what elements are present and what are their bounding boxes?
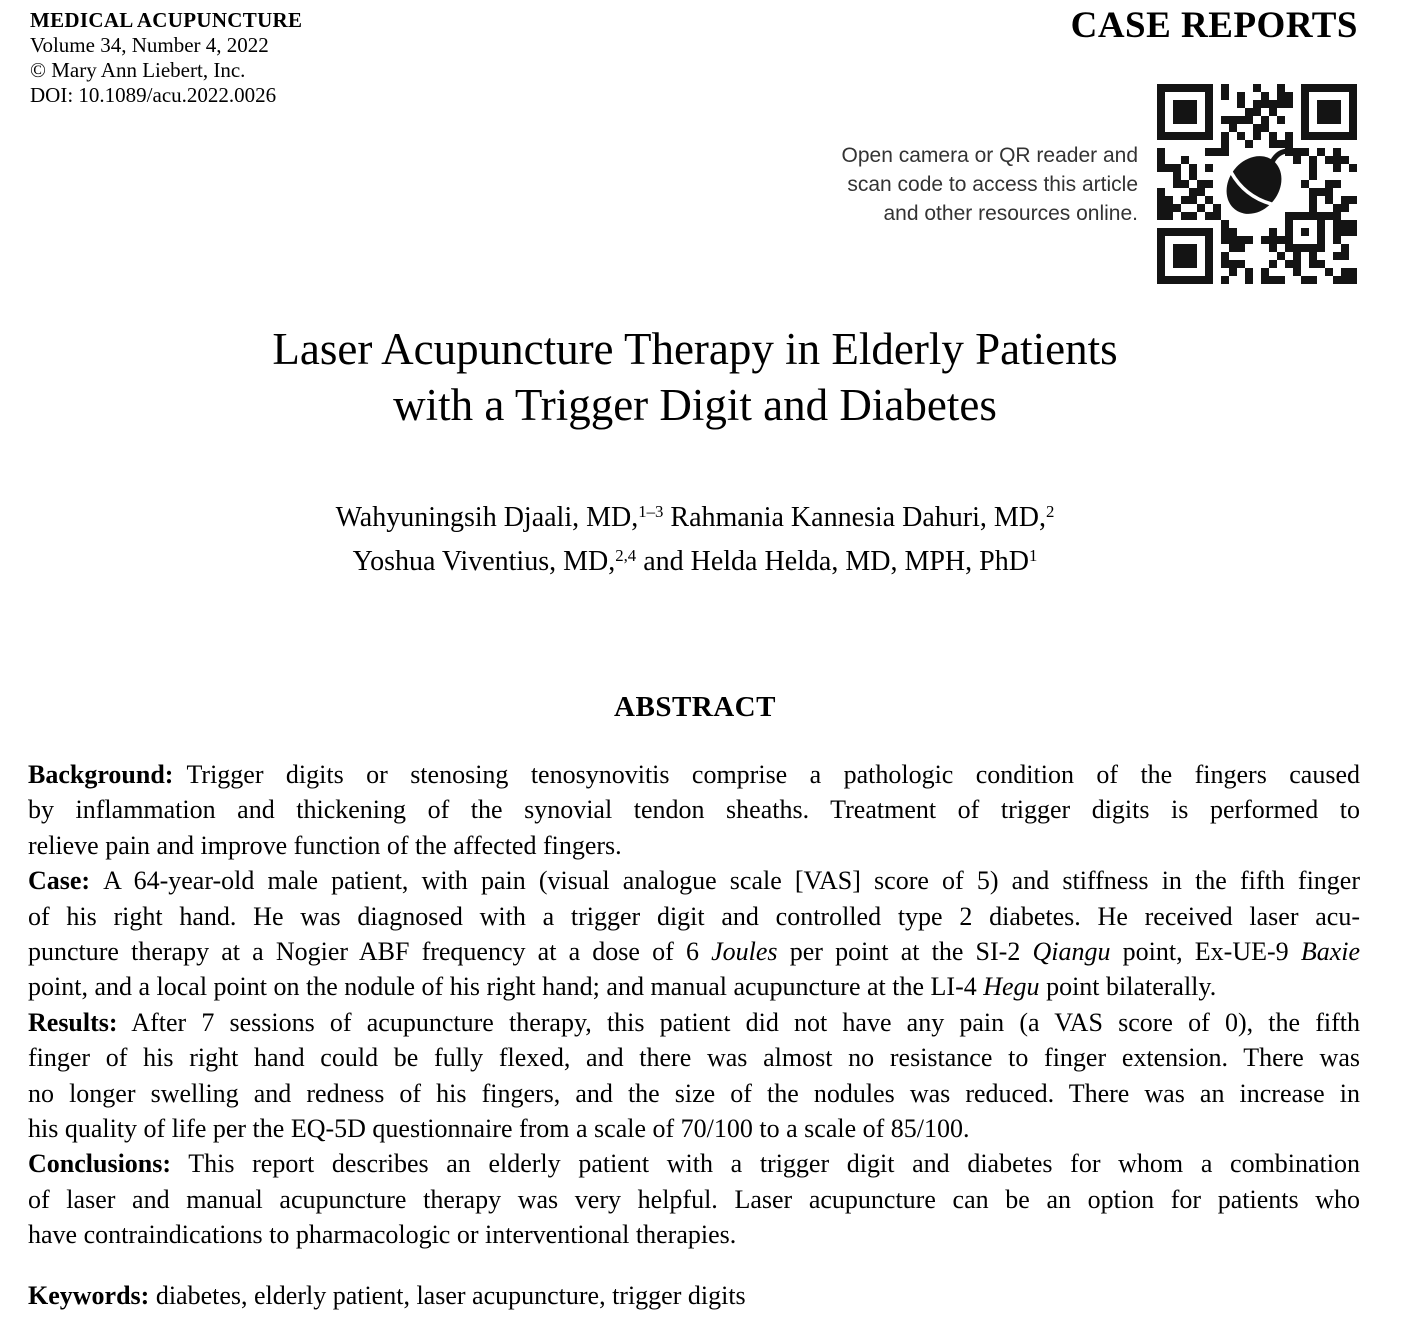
author-line [0,541,1390,585]
text-run: Keywords: [28,1280,150,1310]
text-line [28,1111,1360,1146]
journal-name: MEDICAL ACUPUNCTURE [30,8,303,32]
text-run: no longer swelling and redness of his fingers, and the size of the nodules was reduced. There was an increase in [28,1078,1360,1108]
text-run: Background: [28,760,174,789]
text-line [28,1005,1360,1040]
text-run: of laser and manual acupuncture therapy was very helpful. Laser acupuncture can be an option for patients who [28,1184,1360,1214]
title-line: Laser Acupuncture Therapy in Elderly Patients [272,324,1118,374]
title-line: with a Trigger Digit and Diabetes [393,380,997,430]
text-run: of his right hand. He was diagnosed with a trigger digit and controlled type 2 diabetes. He received laser acu- [28,901,1360,931]
text-run: puncture therapy at a Nogier ABF frequency at a dose of 6 [28,937,712,967]
text-line [28,969,1360,1004]
affiliation-superscript: 2 [1045,501,1055,521]
keywords-line [28,1278,1360,1313]
text-run: After 7 sessions of acupuncture therapy, this patient did not have any pain (a VAS score of 0), the fifth [117,1007,1360,1037]
text-run: A 64-year-old male patient, with pain (visual analogue scale [VAS] score of 5) and stiffness in the fifth finger [90,866,1360,896]
text-line [28,792,1360,827]
text-run: and Helda Helda, MD, MPH, PhD [636,546,1029,577]
affiliation-superscript: 1 [1028,545,1038,565]
abstract-paragraph [28,863,1360,1005]
text-line [28,828,1360,863]
abstract-paragraph [28,757,1360,863]
text-run: Baxie [1300,937,1360,967]
text-run: This report describes an elderly patient with a trigger digit and diabetes for whom a combination [171,1149,1360,1179]
abstract-heading: ABSTRACT [614,691,776,723]
text-line [28,1076,1360,1111]
abstract-paragraph [28,1146,1360,1252]
text-run: point bilaterally. [1039,972,1217,1002]
text-run: Results: [28,1007,118,1037]
text-line [28,1182,1360,1217]
journal-header [30,8,302,108]
text-run: diabetes, elderly patient, laser acupuncture, trigger digits [149,1280,746,1310]
text-run: Wahyuningsih Djaali, MD, [335,502,639,533]
text-run: Joules [711,937,778,967]
qr-caption-line: and other resources online. [883,202,1138,225]
abstract-body [28,757,1360,1313]
text-run: finger of his right hand could be fully flexed, and there was almost no resistance to finger extension. There was [28,1043,1360,1073]
text-run: Conclusions: [28,1149,172,1179]
text-line [28,899,1360,934]
text-run: Qiangu [1032,937,1111,967]
affiliation-superscript: 1–3 [638,501,664,521]
text-run: Rahmania Kannesia Dahuri, MD, [663,502,1046,533]
abstract-paragraph [28,1005,1360,1147]
text-run: Case: [28,866,91,896]
qr-caption-line: scan code to access this article [847,173,1138,196]
author-line [0,497,1390,541]
journal-copyright: © Mary Ann Liebert, Inc. [30,58,246,82]
qr-code [1157,84,1357,284]
text-run: point, Ex-UE-9 [1110,937,1301,967]
qr-caption-line: Open camera or QR reader and [841,144,1138,167]
text-line [28,863,1360,898]
section-banner: CASE REPORTS [1070,5,1358,46]
qr-caption [842,141,1138,228]
text-run: Trigger digits or stenosing tenosynovitis comprise a pathologic condition of the fingers caused [173,760,1360,789]
affiliation-superscript: 2,4 [615,545,637,565]
text-line [28,1146,1360,1181]
text-run: Hegu [983,972,1040,1002]
text-line [28,1217,1360,1252]
text-run: point, and a local point on the nodule of his right hand; and manual acupuncture at the LI-4 [28,972,984,1002]
text-run: by inflammation and thickening of the synovial tendon sheaths. Treatment of trigger digits is performed to [28,795,1360,825]
text-line [28,934,1360,969]
text-run: his quality of life per the EQ-5D questionnaire from a scale of 70/100 to a scale of 85/100. [28,1114,970,1144]
journal-volume: Volume 34, Number 4, 2022 [30,33,269,57]
text-run: Yoshua Viventius, MD, [352,546,616,577]
text-line [28,1040,1360,1075]
text-run: per point at the SI-2 [777,937,1033,967]
article-title [0,321,1390,433]
text-run: relieve pain and improve function of the affected fingers. [28,830,622,860]
journal-doi: DOI: 10.1089/acu.2022.0026 [30,83,277,107]
text-run: have contraindications to pharmacologic or interventional therapies. [28,1220,737,1250]
text-line [28,757,1360,792]
author-list [0,497,1390,585]
